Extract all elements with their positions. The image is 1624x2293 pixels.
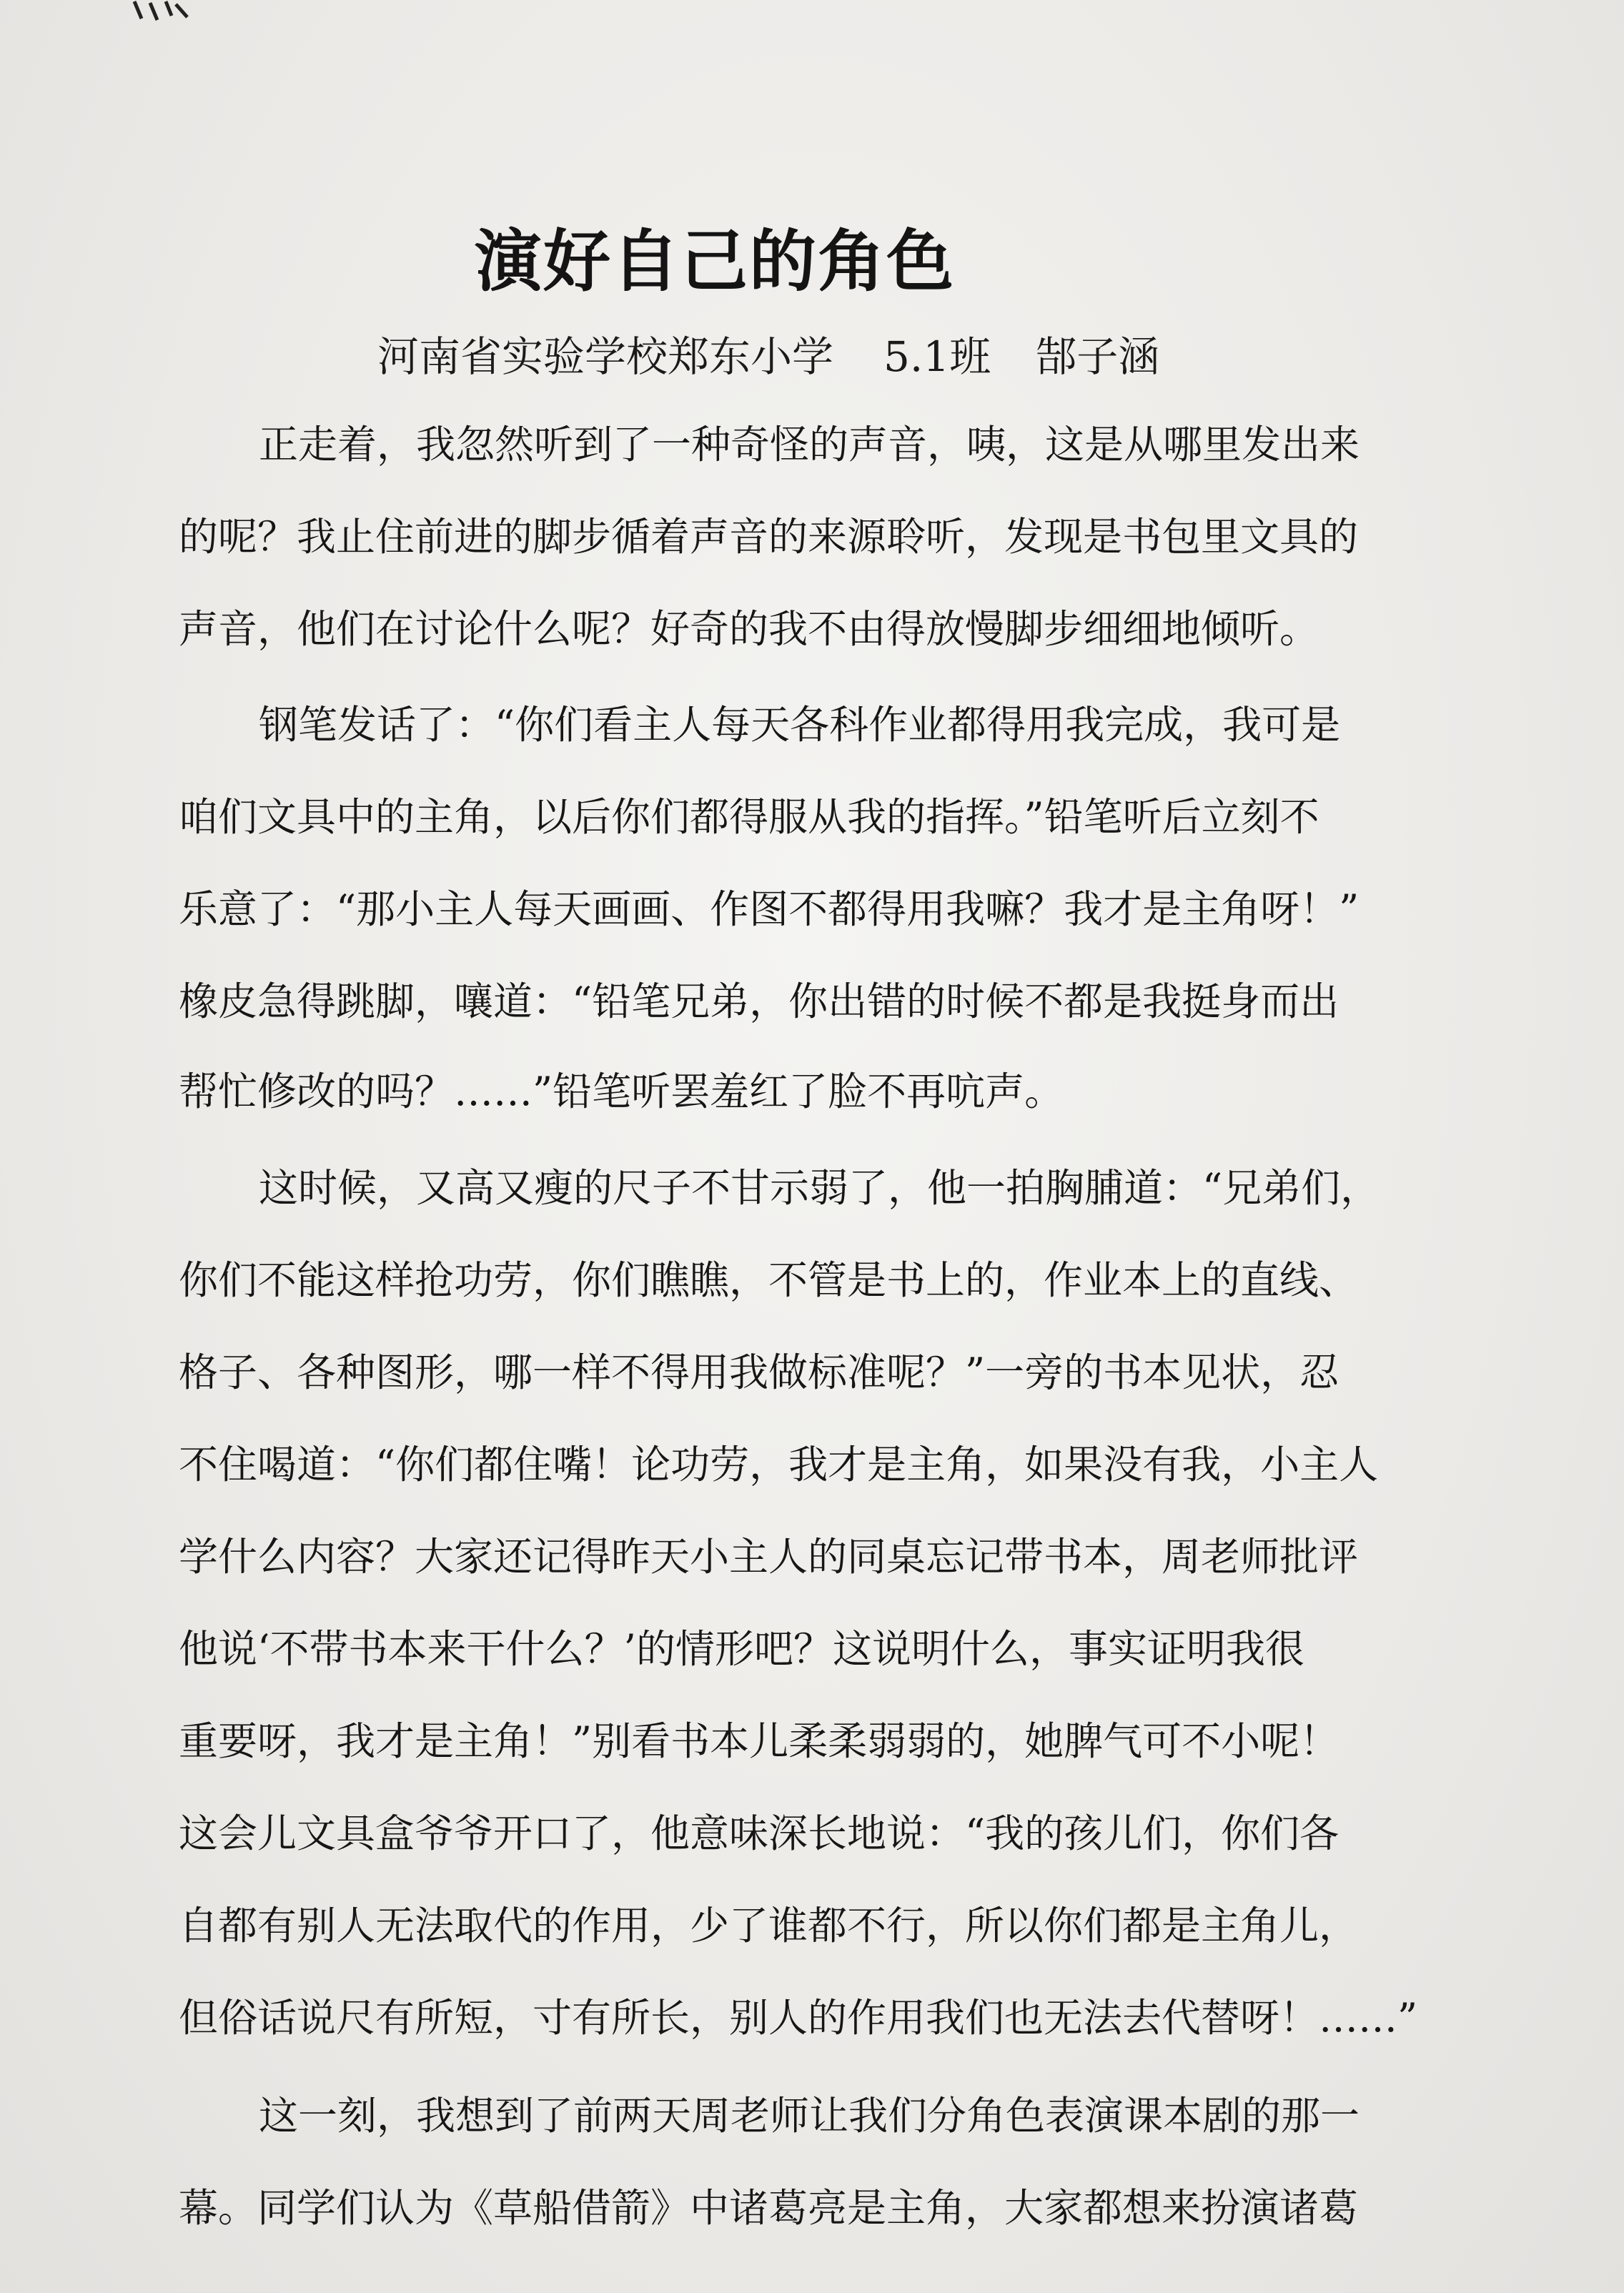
paragraph-line: 这会儿文具盒爷爷开口了，他意味深长地说：“我的孩儿们，你们各 — [179, 1811, 1340, 1856]
paragraph-line: 自都有别人无法取代的作用，少了谁都不行，所以你们都是主角儿， — [179, 1903, 1359, 1948]
paragraph-line: 钢笔发话了：“你们看主人每天各科作业都得用我完成，我可是 — [259, 702, 1341, 748]
paragraph-line: 声音，他们在讨论什么呢？好奇的我不由得放慢脚步细细地倾听。 — [179, 606, 1320, 652]
paragraph-line: 重要呀，我才是主角！”别看书本儿柔柔弱弱的，她脾气可不小呢！ — [179, 1718, 1340, 1764]
paragraph-line: 他说‘不带书本来干什么？’的情形吧？这说明什么，事实证明我很 — [179, 1626, 1304, 1672]
paragraph-line: 这一刻，我想到了前两天周老师让我们分角色表演课本剧的那一 — [259, 2093, 1360, 2139]
paragraph-line: 正走着，我忽然听到了一种奇怪的声音，咦，这是从哪里发出来 — [259, 422, 1360, 467]
paragraph-line: 幕。同学们认为《草船借箭》中诸葛亮是主角，大家都想来扮演诸葛 — [179, 2185, 1359, 2231]
class-name: 5.1班 — [883, 332, 991, 381]
author-line — [377, 332, 1160, 381]
paragraph-line: 你们不能这样抢功劳，你们瞧瞧，不管是书上的，作业本上的直线、 — [179, 1257, 1359, 1303]
school-name: 河南省实验学校郑东小学 — [377, 332, 834, 381]
essay-title: 演好自己的角色 — [474, 223, 955, 301]
paragraph-line: 这时候，又高又瘦的尺子不甘示弱了，他一拍胸脯道：“兄弟们， — [259, 1165, 1380, 1211]
ink-mark — [129, 0, 193, 29]
paragraph-line: 不住喝道：“你们都住嘴！论功劳，我才是主角，如果没有我，小主人 — [179, 1442, 1379, 1487]
paragraph-line: 帮忙修改的吗？……”铅笔听罢羞红了脸不再吭声。 — [179, 1069, 1064, 1114]
paragraph-line: 格子、各种图形，哪一样不得用我做标准呢？”一旁的书本见状，忍 — [179, 1349, 1340, 1395]
paragraph-line: 橡皮急得跳脚，嚷道：“铅笔兄弟，你出错的时候不都是我挺身而出 — [179, 979, 1340, 1024]
paragraph-line: 学什么内容？大家还记得昨天小主人的同桌忘记带书本，周老师批评 — [179, 1534, 1359, 1580]
paragraph-line: 咱们文具中的主角，以后你们都得服从我的指挥。”铅笔听后立刻不 — [179, 794, 1320, 840]
paragraph-line: 但俗话说尺有所短，寸有所长，别人的作用我们也无法去代替呀！……” — [179, 1995, 1418, 2041]
paragraph-line: 的呢？我止住前进的脚步循着声音的来源聆听，发现是书包里文具的 — [179, 514, 1359, 560]
paragraph-line: 乐意了：“那小主人每天画画、作图不都得用我嘛？我才是主角呀！” — [179, 886, 1360, 932]
author-name: 郜子涵 — [1035, 332, 1160, 381]
